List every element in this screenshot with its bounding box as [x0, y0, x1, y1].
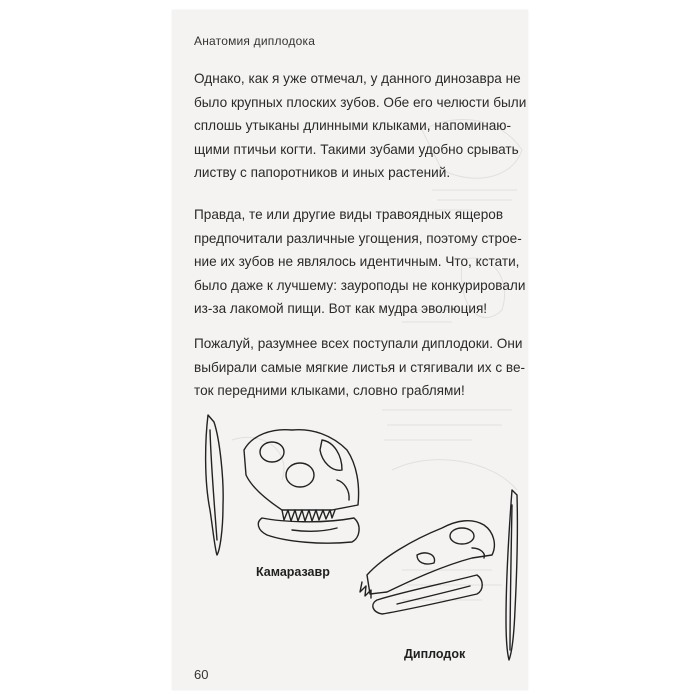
- text-line: ток передними клыками, словно граблями!: [194, 383, 465, 398]
- caption-camarasaurus: Камаразавр: [256, 565, 330, 579]
- book-page: [172, 10, 528, 690]
- running-header: Анатомия диплодока: [194, 34, 316, 48]
- text-line: было крупных плоских зубов. Обе его челюсти были: [194, 94, 527, 110]
- text-line: было даже к лучшему: зауроподы не конкурировали: [194, 277, 526, 293]
- camarasaurus-skull-drawing: [244, 430, 359, 543]
- text-line: выбирали самые мягкие листья и стягивали их с ве-: [194, 359, 526, 375]
- text-line: Правда, те или другие виды травоядных ящеров: [194, 207, 504, 222]
- text-line: Однако, как я уже отмечал, у данного динозавра не: [194, 71, 521, 86]
- diplodocus-tooth-drawing: [506, 490, 517, 660]
- text-line: ние их зубов не являлось идентичным. Что, кстати,: [194, 254, 520, 269]
- text-line: из-за лакомой пищи. Вот как мудра эволюция!: [194, 301, 488, 316]
- diplodocus-skull-drawing: [360, 521, 494, 614]
- camarasaurus-tooth-drawing: [206, 415, 224, 555]
- text-line: щими птичьи когти. Такими зубами удобно срывать: [194, 141, 519, 157]
- page-number: 60: [194, 667, 209, 682]
- text-line: сплошь утыканы длинными клыками, напоминаю-: [194, 118, 511, 133]
- text-line: Пожалуй, разумнее всех поступали диплодоки. Они: [194, 336, 523, 351]
- text-line: листву с папоротников и иных растений.: [194, 165, 451, 180]
- text-line: предпочитали различные угощения, поэтому строе-: [194, 230, 522, 246]
- skull-illustration: [172, 10, 528, 690]
- caption-diplodocus: Диплодок: [404, 647, 466, 661]
